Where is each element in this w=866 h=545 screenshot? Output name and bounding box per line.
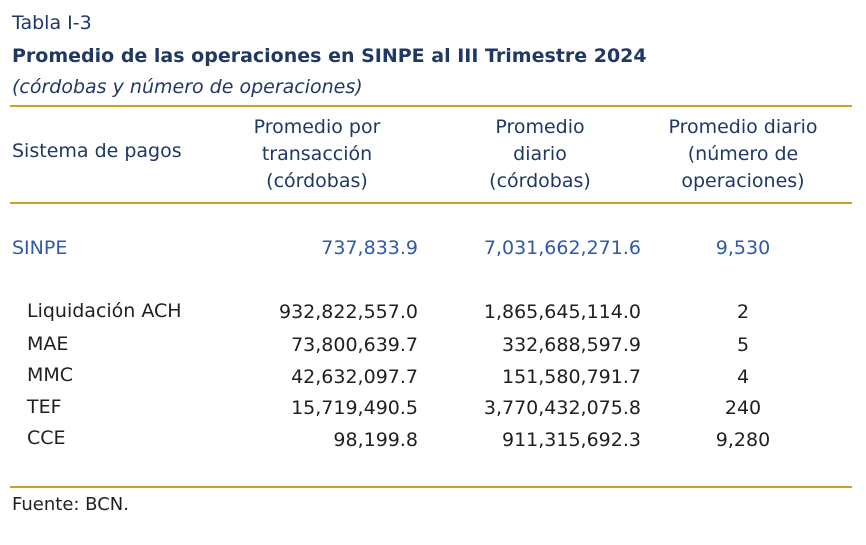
row-avg-daily-ops: 5 xyxy=(736,334,750,356)
row-avg-transaction: 737,833.9 xyxy=(321,237,418,259)
header-avg-daily-ops xyxy=(648,114,838,195)
row-avg-daily: 911,315,692.3 xyxy=(501,429,641,451)
row-avg-transaction: 73,800,639.7 xyxy=(291,334,418,356)
header-avg-transaction-line-2: transacción xyxy=(261,143,373,165)
table-title: Promedio de las operaciones en SINPE al III Trimestre 2024 xyxy=(12,45,647,67)
row-avg-daily: 7,031,662,271.6 xyxy=(483,237,641,259)
row-avg-daily: 1,865,645,114.0 xyxy=(483,301,641,323)
top-rule xyxy=(10,105,852,107)
table-label: Tabla I-3 xyxy=(12,12,92,34)
header-system: Sistema de pagos xyxy=(12,140,182,162)
header-avg-daily-line-2: diario xyxy=(513,143,567,165)
header-avg-daily xyxy=(440,114,640,195)
row-name: MAE xyxy=(27,333,69,355)
row-avg-daily: 3,770,432,075.8 xyxy=(483,397,641,419)
row-avg-transaction: 15,719,490.5 xyxy=(291,397,418,419)
header-avg-transaction-line-3: (córdobas) xyxy=(266,170,368,192)
header-avg-transaction-line-1: Promedio por xyxy=(253,116,381,138)
row-avg-daily-ops: 9,530 xyxy=(715,237,771,259)
header-avg-daily-ops-line-2: (número de xyxy=(687,143,799,165)
row-avg-daily: 151,580,791.7 xyxy=(501,366,641,388)
row-name: SINPE xyxy=(12,237,68,259)
row-avg-transaction: 98,199.8 xyxy=(333,429,418,451)
header-avg-daily-ops-line-1: Promedio diario xyxy=(668,116,818,138)
row-name: CCE xyxy=(27,427,66,449)
table-source: Fuente: BCN. xyxy=(12,494,129,515)
row-avg-transaction: 42,632,097.7 xyxy=(291,366,418,388)
header-rule xyxy=(10,202,852,204)
header-avg-daily-line-3: (córdobas) xyxy=(489,170,591,192)
row-avg-daily-ops: 2 xyxy=(736,301,750,323)
row-avg-transaction: 932,822,557.0 xyxy=(278,301,418,323)
row-avg-daily-ops: 240 xyxy=(724,397,762,419)
row-name: TEF xyxy=(27,396,62,418)
row-avg-daily-ops: 9,280 xyxy=(715,429,771,451)
bottom-rule xyxy=(10,486,852,488)
row-name: MMC xyxy=(27,364,74,386)
header-avg-transaction xyxy=(222,114,412,195)
header-avg-daily-line-1: Promedio xyxy=(495,116,585,138)
header-avg-daily-ops-line-3: operaciones) xyxy=(681,170,805,192)
row-name: Liquidación ACH xyxy=(27,300,182,322)
table-subtitle: (córdobas y número de operaciones) xyxy=(12,76,363,98)
row-avg-daily-ops: 4 xyxy=(736,366,750,388)
row-avg-daily: 332,688,597.9 xyxy=(501,334,641,356)
